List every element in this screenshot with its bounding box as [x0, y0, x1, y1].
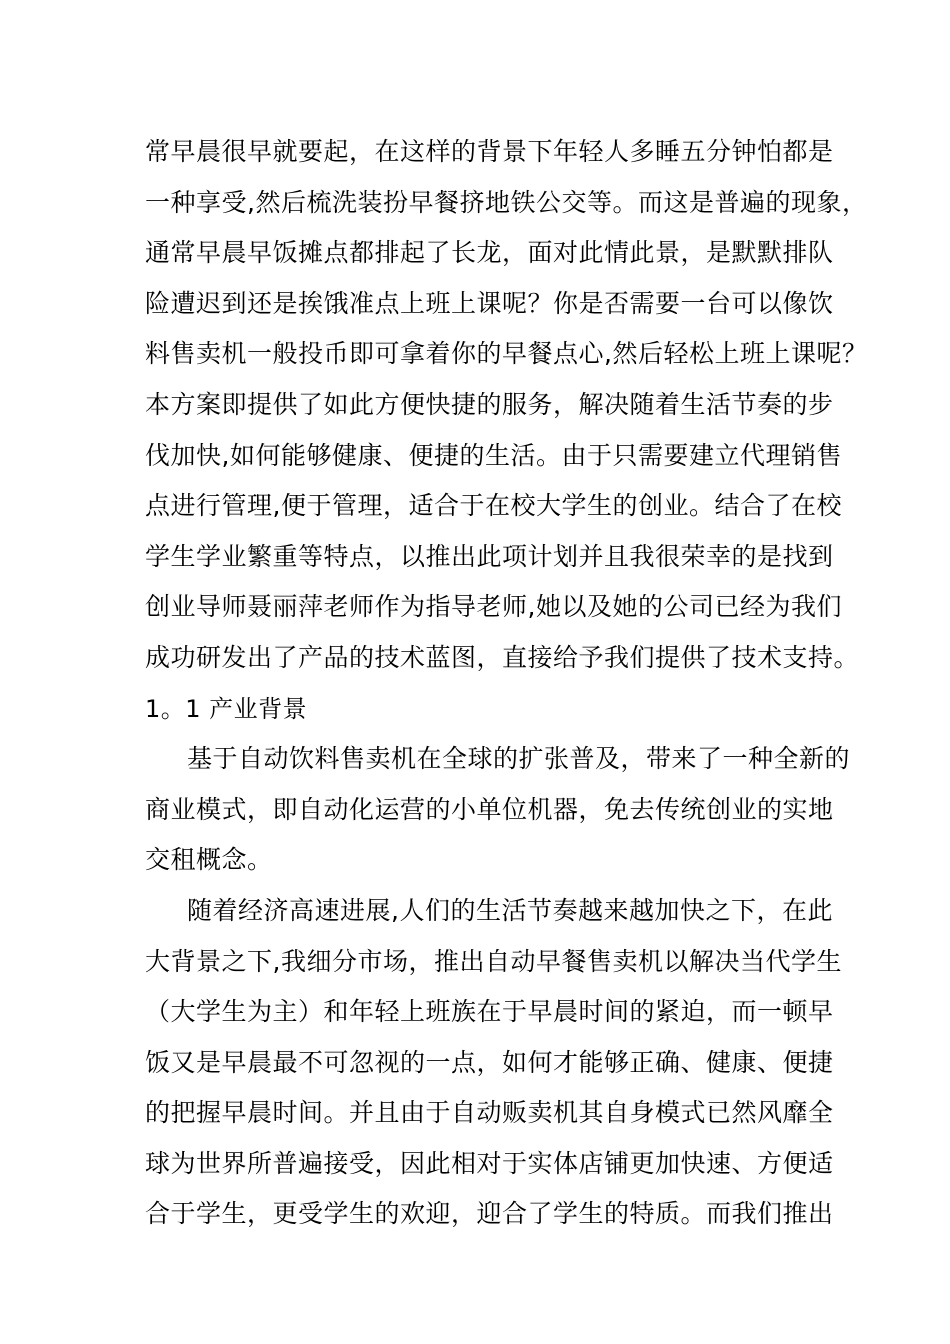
- paragraph-line: 球为世界所普遍接受，因此相对于实体店铺更加快速、方便适: [145, 1148, 834, 1178]
- document-body: [145, 127, 868, 1240]
- paragraph-line: 伐加快,如何能够健康、便捷的生活。由于只需要建立代理销售: [145, 440, 842, 470]
- paragraph-line: 料售卖机一般投币即可拿着你的早餐点心,然后轻松上班上课呢？: [145, 339, 868, 369]
- paragraph-line: 险遭迟到还是挨饿准点上班上课呢？你是否需要一台可以像饮: [145, 288, 834, 318]
- paragraph-line: 商业模式，即自动化运营的小单位机器，免去传统创业的实地: [145, 794, 834, 824]
- paragraph-line: 常早晨很早就要起，在这样的背景下年轻人多睡五分钟怕都是: [145, 137, 834, 166]
- paragraph-line: 交租概念。: [145, 845, 273, 875]
- section-heading: 1。1 产业背景: [145, 694, 308, 723]
- paragraph-line: 的把握早晨时间。并且由于自动贩卖机其自身模式已然风靡全: [145, 1098, 834, 1128]
- paragraph-line: 随着经济高速进展,人们的生活节奏越来越加快之下，在此: [187, 895, 833, 925]
- paragraph-line: 大背景之下,我细分市场，推出自动早餐售卖机以解决当代学生: [145, 946, 842, 976]
- paragraph-line: 基于自动饮料售卖机在全球的扩张普及，带来了一种全新的: [187, 744, 851, 774]
- paragraph-line: 饭又是早晨最不可忽视的一点，如何才能够正确、健康、便捷: [145, 1047, 834, 1077]
- paragraph-line: 成功研发出了产品的技术蓝图，直接给予我们提供了技术支持。: [145, 642, 860, 672]
- paragraph-line: 合于学生，更受学生的欢迎，迎合了学生的特质。而我们推出: [145, 1199, 834, 1229]
- paragraph-line: 通常早晨早饭摊点都排起了长龙，面对此情此景，是默默排队: [145, 238, 834, 268]
- paragraph-line: 本方案即提供了如此方便快捷的服务，解决随着生活节奏的步: [145, 389, 834, 419]
- paragraph-line: 点进行管理,便于管理，适合于在校大学生的创业。结合了在校: [145, 491, 842, 521]
- paragraph-line: 一种享受,然后梳洗装扮早餐挤地铁公交等。而这是普遍的现象，: [145, 187, 868, 217]
- paragraph-line: 学生学业繁重等特点，以推出此项计划并且我很荣幸的是找到: [145, 541, 834, 571]
- paragraph-line: 创业导师聂丽萍老师作为指导老师,她以及她的公司已经为我们: [145, 592, 842, 622]
- paragraph-line: （大学生为主）和年轻上班族在于早晨时间的紧迫，而一顿早: [145, 997, 834, 1027]
